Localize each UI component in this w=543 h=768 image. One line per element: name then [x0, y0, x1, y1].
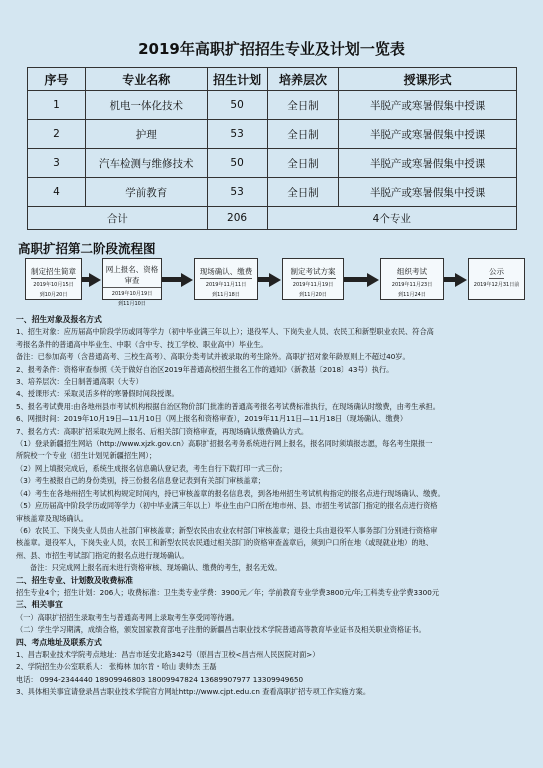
flow-step-date: 2019年11月11日	[205, 282, 247, 288]
flow-step-date: 2019年12月31日前	[473, 282, 520, 288]
arrow-right-icon	[367, 273, 379, 287]
notice-line: 2、学院招生办公室联系人： 张梅林 加尔肯・哈山 裴帅杰 王磊	[16, 662, 217, 672]
notice-line: 1、招生对象：应历届高中阶段学历或同等学力（初中毕业满三年以上）；退役军人、下岗失业人员、农民工和新型职业农民、符合高	[16, 327, 434, 337]
notice-line: 所院校一个专业（招生计划见新疆招生网）；	[16, 451, 157, 461]
arrow-right-icon	[455, 273, 467, 287]
cell: 全日制	[267, 178, 339, 207]
notice-line: （一）高职扩招招生录取考生与普通高考网上录取考生享受同等待遇。	[16, 612, 239, 622]
flow-step-confirm	[194, 258, 258, 300]
flow-step-register	[102, 258, 162, 307]
cell: 4	[28, 178, 86, 207]
total-label: 合计	[28, 207, 208, 230]
flow-step-plan	[282, 258, 344, 300]
cell: 汽车检测与维修技术	[85, 149, 207, 178]
notice-line: 1、昌吉职业技术学院考点地址：昌吉市延安北路342号（原昌吉卫校<昌吉州人民医院对面>）	[16, 649, 320, 659]
section-heading: 二、招生专业、计划数及收费标准	[16, 575, 133, 585]
notice-line: 备注：已参加高考（含普通高考、三校生高考）、高职分类考试并被录取的考生除外。高职扩招对象年龄原则上不超过40岁。	[16, 352, 410, 362]
flow-step-title: 现场确认、缴费	[200, 266, 253, 279]
notice-line: 州、县、市招生考试部门指定的报名点进行现场确认。	[16, 550, 189, 560]
notice-line: 招生专业4个；招生计划：206人；收费标准：卫生类专业学费：3900元／年；学前教育专业学费3800元/年;工科类专业学费3300元	[16, 587, 440, 597]
notice-line: 备注：只完成网上报名而未进行资格审核、现场确认、缴费的考生，报名无效。	[30, 563, 282, 573]
table-row	[28, 149, 517, 178]
section-heading: 一、招生对象及报名方式	[16, 315, 102, 324]
total-plan: 206	[207, 207, 267, 230]
cell: 全日制	[267, 149, 339, 178]
notice-line: （3）考生被报自己的身份类别，持三份报名信息登记表到有关部门审核盖章；	[16, 476, 265, 486]
table-row	[28, 91, 517, 120]
flow-step-date: 2019年10月15日	[33, 282, 74, 288]
flow-step-date: 到11月18日	[212, 292, 240, 298]
flow-step-guide	[25, 258, 82, 300]
notice-line: （6）农民工、下岗失业人员由人社部门审核盖章；新型农民由农业农村部门审核盖章；退役士兵由退役军人事务部门分别进行资格审	[16, 525, 438, 535]
notice-line: （5）应历届高中阶段学历或同等学力（初中毕业满三年以上）毕业生由户口所在地市州、县、市招生考试部门指定的报名点进行资格	[16, 501, 438, 511]
notice-line: 4、授课形式：采取灵活多样的寒暑假时间段授课。	[16, 389, 179, 399]
notice-line: 5、报名考试费用:由各地州县市考试机构根据自治区物价部门批准的普通高考报名考试费标准执行，在现场确认时缴费，由考生承担。	[16, 401, 440, 411]
plan-table	[27, 67, 517, 230]
flow-step-date: 到11月10日	[118, 301, 146, 307]
header-index: 序号	[28, 68, 86, 91]
notice-line: 核盖章。退役军人，下岗失业人员，农民工和新型农民农民通过相关部门的资格审查盖章后，须到户口所在地（或现就业地）的地、	[16, 538, 433, 548]
section-heading: 三、相关事宜	[16, 600, 63, 610]
page-title: 2019年高职扩招招生专业及计划一览表	[138, 40, 405, 58]
cell: 半脱产或寒暑假集中授课	[339, 178, 517, 207]
flow-step-title: 网上报名、资格审查	[103, 264, 161, 288]
notice-line: （二）学生学习期满，成绩合格，颁发国家教育部电子注册的新疆昌吉职业技术学院普通高等教育毕业证书及相关职业资格证书。	[16, 625, 426, 635]
table-row	[28, 120, 517, 149]
cell: 全日制	[267, 91, 339, 120]
total-row	[28, 207, 517, 230]
flow-step-date: 2019年10月19日	[111, 291, 153, 297]
cell: 3	[28, 149, 86, 178]
flow-step-exam	[380, 258, 444, 300]
cell: 半脱产或寒暑假集中授课	[339, 149, 517, 178]
flow-arrow-line	[344, 277, 368, 282]
flow-step-title: 制定招生简章	[31, 266, 76, 279]
header-plan: 招生计划	[207, 68, 267, 91]
header-major: 专业名称	[85, 68, 207, 91]
cell: 53	[207, 120, 267, 149]
notice-line: （4）考生在各地州招生考试机构规定时间内，持已审核盖章的报名信息表，到各地州招生考试机构指定的报名点进行现场确认、缴费。	[16, 488, 445, 498]
arrow-right-icon	[181, 273, 193, 287]
header-level: 培养层次	[267, 68, 339, 91]
notice-line: 3、具体相关事宜请登录昌吉职业技术学院官方网址http://www.cjpt.edu.cn 查看高职扩招专项工作实施方案。	[16, 687, 371, 697]
flow-step-date: 2019年11月23日	[391, 282, 433, 288]
arrow-right-icon	[269, 273, 281, 287]
arrow-right-icon	[89, 273, 101, 287]
notice-line: 考报名条件的普通高中毕业生、中职（含中专、技工学校、职业高中）毕业生。	[16, 339, 268, 349]
flow-arrow-line	[162, 277, 182, 282]
notice-line: 6、网报时间：2019年10月19日—11月10日（网上报名和资格审查），2019年11月11日—11月18日（现场确认、缴费）	[16, 414, 408, 424]
flow-step-date: 到10月20日	[39, 292, 68, 298]
cell: 2	[28, 120, 86, 149]
cell: 学前教育	[85, 178, 207, 207]
flow-step-title: 制定考试方案	[291, 266, 336, 279]
cell: 机电一体化技术	[85, 91, 207, 120]
notice-line: 7、报名方式：高职扩招采取先网上报名、后相关部门资格审查，再现场确认缴费确认方式。	[16, 426, 309, 436]
notice-line: （1）登录新疆招生网站（http://www.xjzk.gov.cn）高职扩招报名考务系统进行网上报名，报名同时须填报志愿，每名考生限报一	[16, 439, 433, 449]
cell: 53	[207, 178, 267, 207]
flow-step-title: 公示	[489, 266, 504, 279]
notice-line: 电话： 0994-2344440 18909946803 18009947824 13689907977 13309949650	[16, 674, 304, 684]
flow-step-publish	[468, 258, 525, 300]
cell: 50	[207, 91, 267, 120]
notice-line: 2、报考条件：资格审查参照《关于做好自治区2019年普通高校招生报名工作的通知》（新教基〔2018〕43号）执行。	[16, 364, 394, 374]
cell: 半脱产或寒暑假集中授课	[339, 91, 517, 120]
cell: 50	[207, 149, 267, 178]
notice-line: 3、培养层次：全日制普通高职（大专）	[16, 377, 143, 387]
section-heading: 四、考点地址及联系方式	[16, 637, 102, 647]
notice-line: 审核盖章及现场确认。	[16, 513, 88, 523]
flow-step-title: 组织考试	[397, 266, 427, 279]
notice-line: （2）网上填报完成后，系统生成报名信息确认登记表，考生自行下载打印一式三份；	[16, 463, 287, 473]
notice-body	[16, 314, 531, 699]
cell: 护理	[85, 120, 207, 149]
cell: 1	[28, 91, 86, 120]
flow-title: 高职扩招第二阶段流程图	[18, 241, 156, 256]
flowchart	[25, 258, 525, 308]
table-row	[28, 178, 517, 207]
cell: 全日制	[267, 120, 339, 149]
flow-step-date: 到11月24日	[398, 292, 426, 298]
flow-step-date: 2019年11月19日	[292, 282, 334, 288]
header-format: 授课形式	[339, 68, 517, 91]
flow-step-date: 到11月20日	[299, 292, 327, 298]
cell: 半脱产或寒暑假集中授课	[339, 120, 517, 149]
total-majors: 4个专业	[267, 207, 516, 230]
